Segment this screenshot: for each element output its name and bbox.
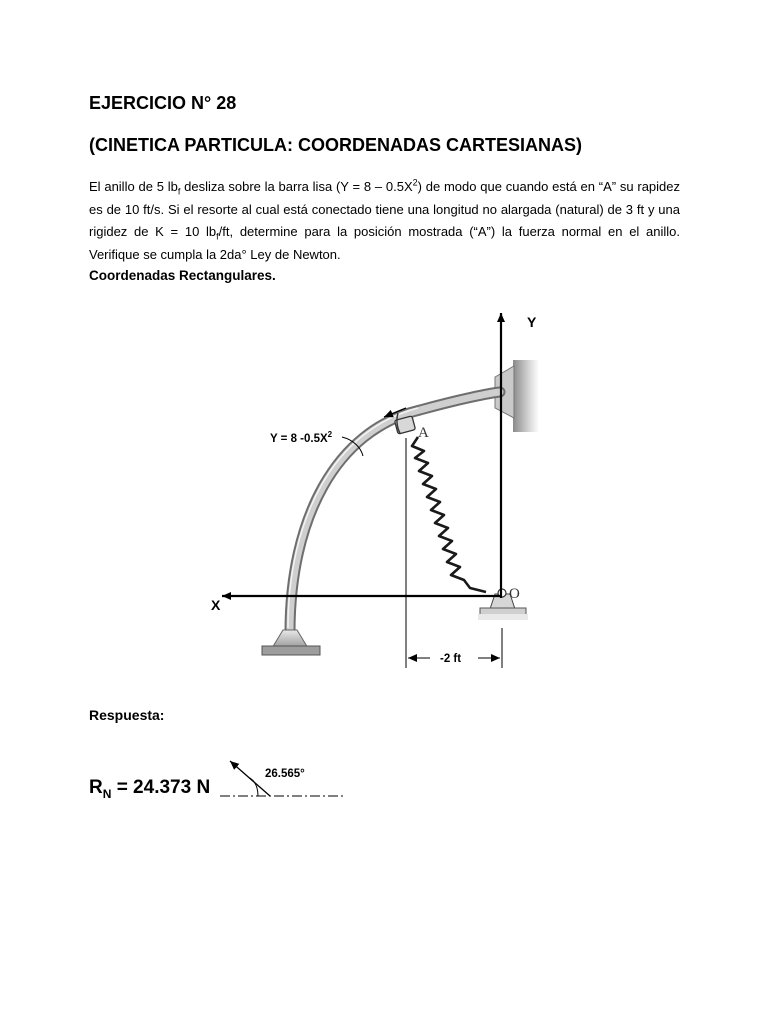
statement-superscript: 2 bbox=[412, 177, 418, 188]
point-o-label: O bbox=[509, 586, 520, 602]
statement-part-4: /ft, determine para la posición mostrada (“A”) la fuerza normal en el anillo. Verifique se cumpla la 2da° Ley de Newton. bbox=[89, 224, 681, 262]
statement-subscript-1: f bbox=[177, 186, 181, 197]
statement-part-2: desliza sobre la barra lisa (Y = 8 – 0.5X bbox=[180, 179, 413, 194]
problem-statement bbox=[89, 176, 680, 266]
section-heading: Coordenadas Rectangulares. bbox=[89, 268, 276, 283]
spring-icon bbox=[412, 437, 486, 592]
statement-subscript-2: f bbox=[216, 231, 219, 242]
pin-support bbox=[478, 589, 528, 620]
dimension-label: -2 ft bbox=[440, 653, 462, 665]
curve-equation-exponent: 2 bbox=[327, 430, 333, 439]
foot-support bbox=[262, 630, 320, 655]
x-axis-label: X bbox=[211, 597, 221, 613]
point-a-label: A bbox=[418, 425, 429, 441]
curve-equation-text: Y = 8 -0.5X bbox=[270, 433, 328, 445]
result-value: = 24.373 N bbox=[116, 777, 211, 798]
answer-heading: Respuesta: bbox=[89, 707, 165, 723]
result-symbol-subscript: N bbox=[102, 786, 112, 801]
statement-part-3: ) de modo que cuando está en “A” su rapidez es de 10 ft/s. Si el resorte al cual está conectado tiene una longitud no alargada (natural) de 3 ft y una rigidez de K = 10 lb bbox=[89, 179, 680, 240]
curve-equation-label bbox=[270, 430, 333, 445]
force-direction-figure bbox=[210, 752, 360, 804]
normal-force-result bbox=[89, 777, 210, 801]
exercise-title: EJERCICIO N° 28 bbox=[89, 93, 237, 113]
y-axis-label: Y bbox=[527, 314, 537, 330]
result-symbol: R bbox=[89, 777, 103, 798]
exercise-subtitle: (CINETICA PARTICULA: COORDENADAS CARTESIANAS) bbox=[89, 135, 582, 155]
statement-part-1: El anillo de 5 lb bbox=[89, 179, 178, 194]
mechanism-figure bbox=[0, 300, 768, 680]
angle-label: 26.565° bbox=[265, 768, 305, 780]
angle-arc bbox=[250, 778, 258, 796]
